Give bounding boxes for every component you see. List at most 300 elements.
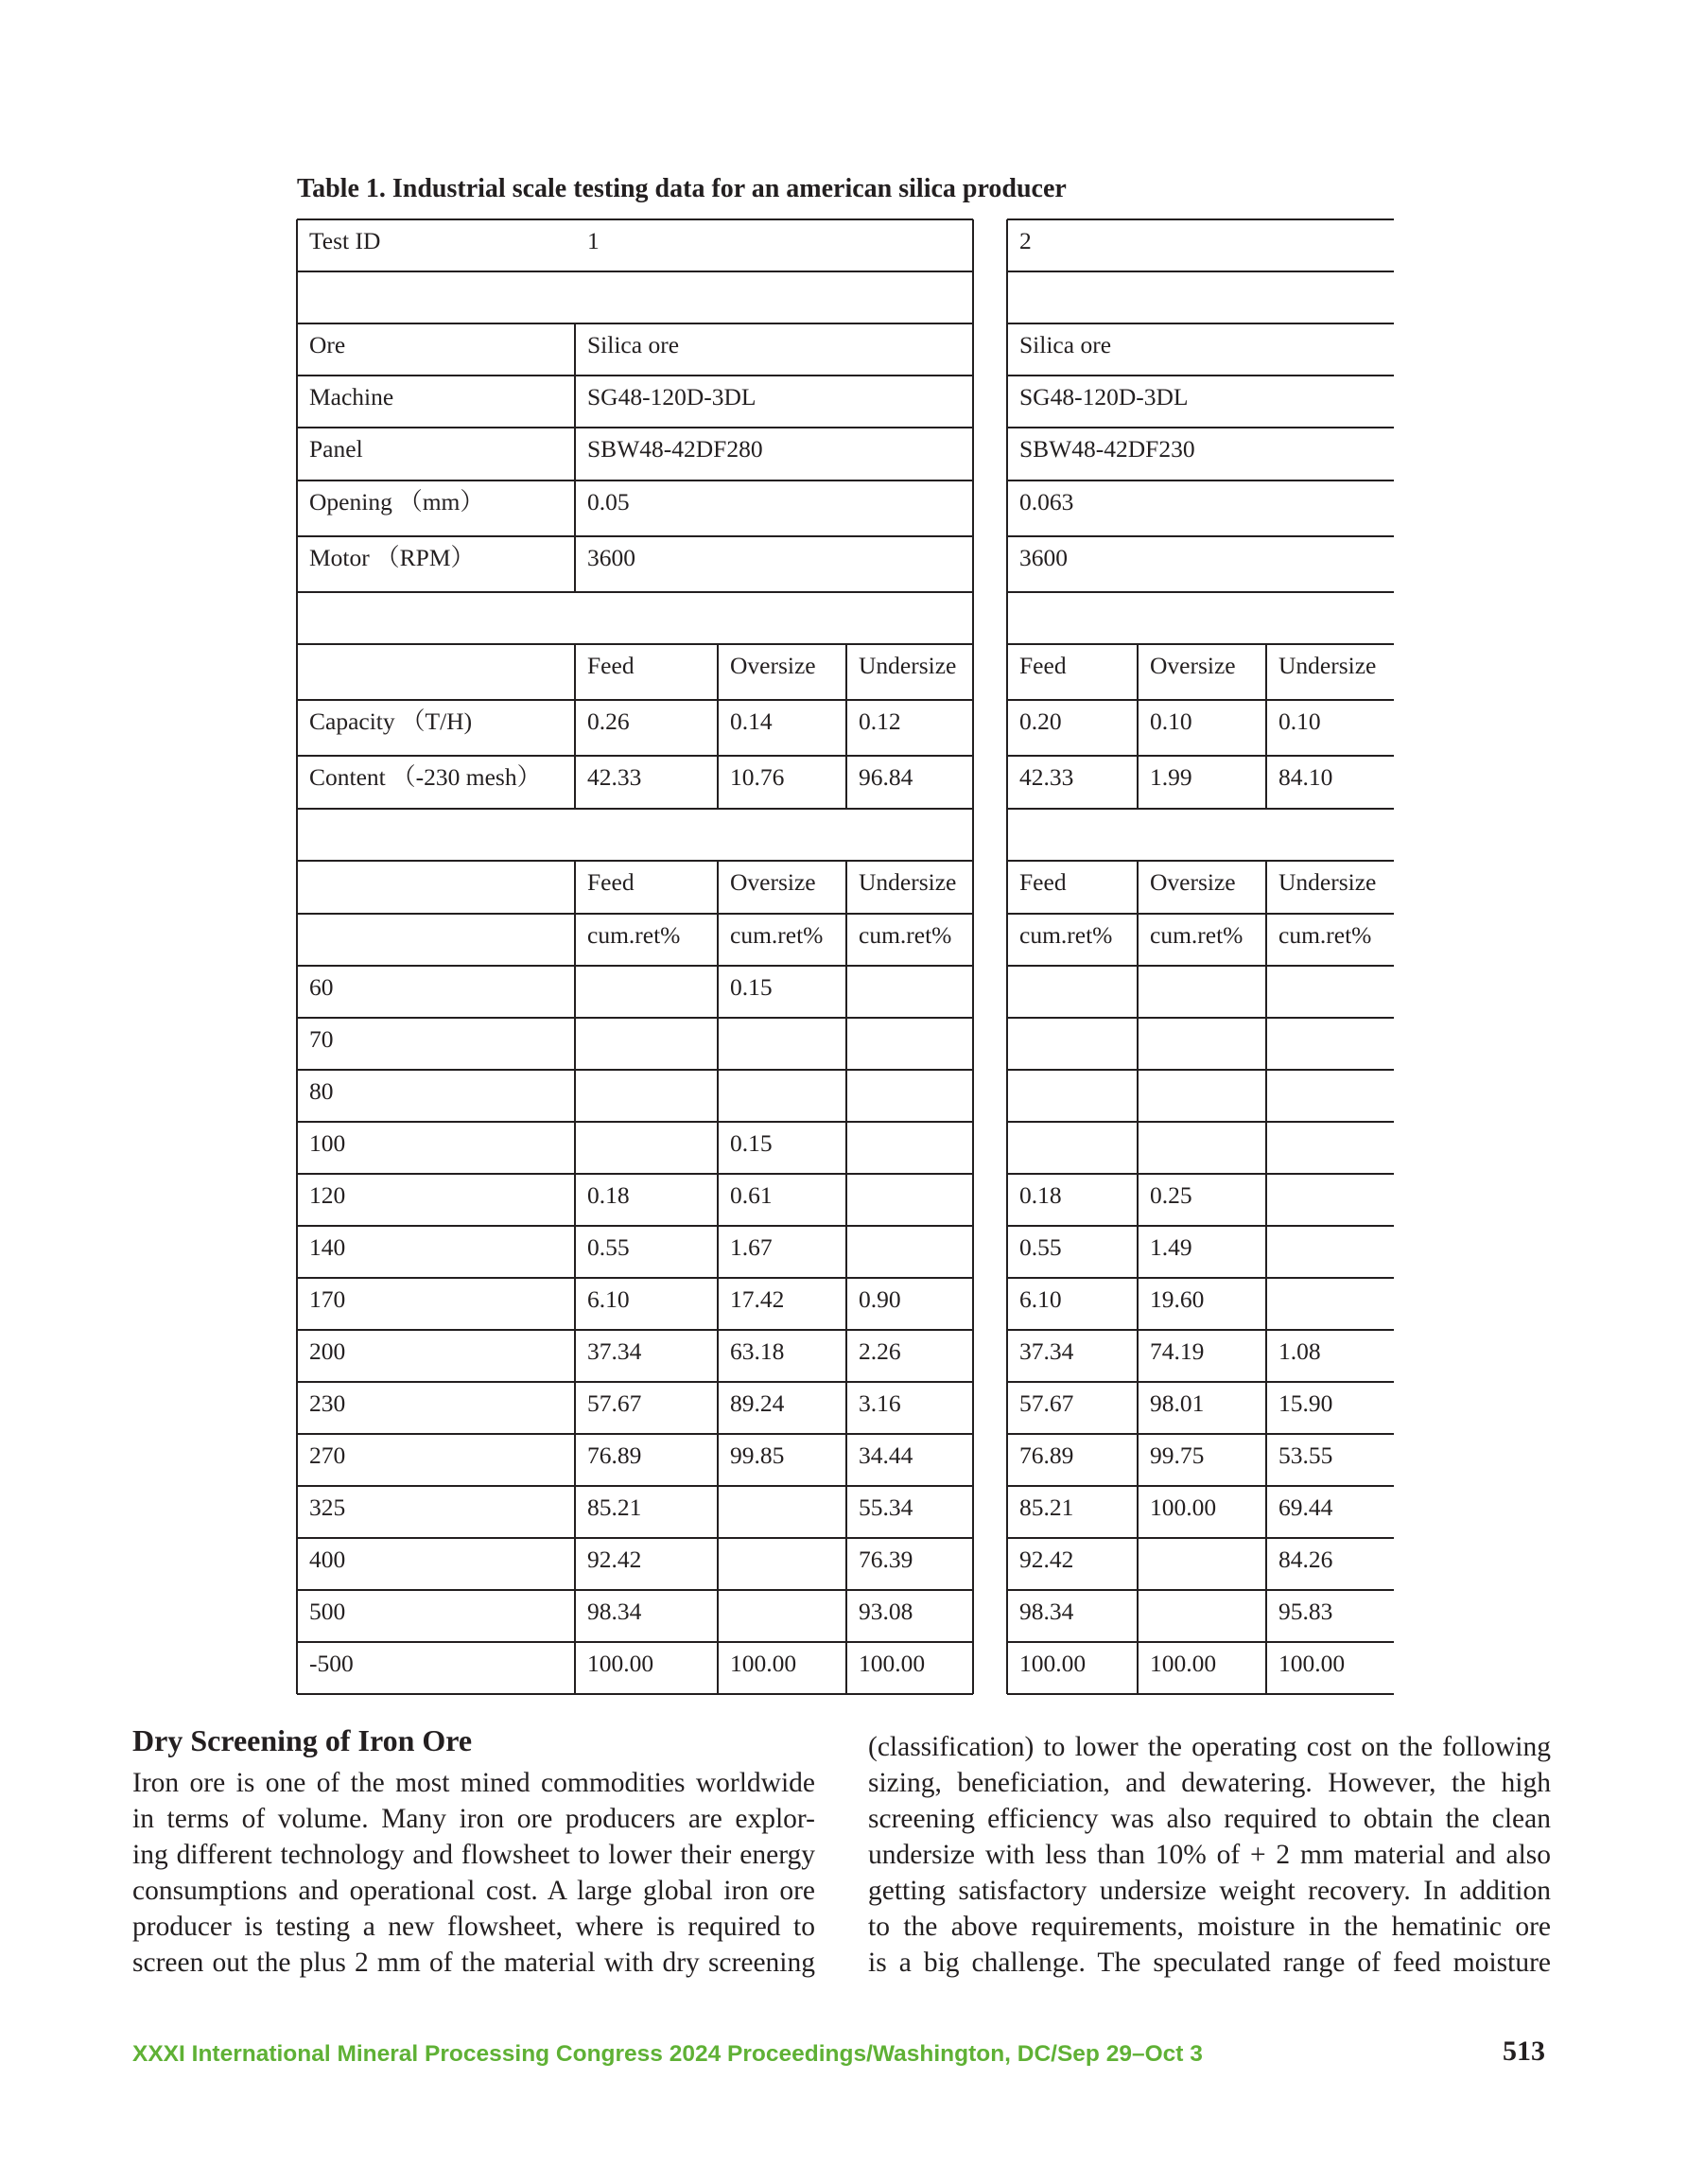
- test1-capacity: 0.12: [859, 708, 901, 735]
- table-rule: [297, 427, 973, 428]
- test1-cumret: 1.67: [730, 1233, 773, 1261]
- table-rule: [297, 808, 973, 810]
- test1-cumret: 85.21: [587, 1494, 642, 1521]
- table-rule: [1007, 271, 1394, 272]
- table-rule: [1006, 1018, 1008, 1070]
- test1-cumret: 76.39: [859, 1546, 913, 1573]
- table-rule: [845, 756, 847, 809]
- section-heading: Dry Screening of Iron Ore: [132, 1723, 473, 1757]
- test-id-1: 1: [587, 227, 600, 254]
- test1-cumret: 76.89: [587, 1441, 642, 1469]
- table-rule: [1006, 1278, 1008, 1330]
- table-rule: [845, 1070, 847, 1122]
- test2-cumret: 0.55: [1019, 1233, 1062, 1261]
- table-rule: [297, 535, 973, 537]
- test2-motor: 3600: [1019, 544, 1068, 571]
- table-rule: [972, 1538, 974, 1590]
- table-rule: [845, 1434, 847, 1486]
- table-rule: [574, 1018, 576, 1070]
- stream-header: Undersize: [1278, 868, 1377, 896]
- mesh-size: 80: [309, 1077, 334, 1105]
- table-rule: [717, 966, 719, 1018]
- table-rule: [1007, 755, 1394, 757]
- table-rule: [1006, 644, 1008, 700]
- table-rule: [1006, 861, 1008, 914]
- test2-capacity: 0.10: [1278, 708, 1321, 735]
- table-rule: [1265, 1122, 1267, 1174]
- stream-header: Feed: [1019, 868, 1067, 896]
- test2-cumret: 0.18: [1019, 1181, 1062, 1209]
- table-rule: [1007, 643, 1394, 645]
- mesh-size: 500: [309, 1598, 346, 1625]
- table-rule: [297, 913, 973, 915]
- table-rule: [1007, 427, 1394, 428]
- page-number: 513: [1503, 2035, 1545, 2067]
- text-line: in terms of volume. Many iron ore producers are explor-: [132, 1804, 815, 1834]
- table-rule: [972, 700, 974, 756]
- table-rule: [1265, 1278, 1267, 1330]
- table-rule: [1006, 1174, 1008, 1226]
- mesh-size: 230: [309, 1389, 346, 1417]
- table-rule: [972, 536, 974, 592]
- table-rule: [972, 1226, 974, 1278]
- table-rule: [1007, 965, 1394, 967]
- test1-cumret: 63.18: [730, 1337, 785, 1365]
- table-rule: [297, 1693, 973, 1695]
- test2-cumret: 57.67: [1019, 1389, 1074, 1417]
- unit-label: cum.ret%: [730, 921, 824, 949]
- table-rule: [297, 1381, 973, 1383]
- test2-capacity: 0.20: [1019, 708, 1062, 735]
- test1-cumret: 57.67: [587, 1389, 642, 1417]
- test1-content: 96.84: [859, 763, 913, 791]
- text-line: sizing, beneficiation, and dewatering. However, the high: [868, 1768, 1551, 1798]
- table-rule: [574, 700, 576, 756]
- table-rule: [845, 1590, 847, 1642]
- table-rule: [574, 644, 576, 700]
- table-rule: [296, 1330, 298, 1382]
- table-caption: Table 1. Industrial scale testing data for an american silica producer: [297, 174, 1067, 203]
- table-rule: [297, 1069, 973, 1071]
- table-rule: [972, 480, 974, 536]
- table-rule: [296, 536, 298, 592]
- table-rule: [972, 1590, 974, 1642]
- test2-cumret: 92.42: [1019, 1546, 1074, 1573]
- table-rule: [574, 536, 576, 592]
- table-rule: [717, 861, 719, 914]
- table-rule: [1137, 1174, 1139, 1226]
- text-line: consumptions and operational cost. A large global iron ore: [132, 1876, 815, 1906]
- test1-ore: Silica ore: [587, 331, 680, 358]
- table-rule: [297, 1589, 973, 1591]
- test2-cumret: 98.01: [1150, 1389, 1205, 1417]
- table-rule: [1007, 1017, 1394, 1019]
- table-rule: [1007, 591, 1394, 593]
- table-rule: [574, 1330, 576, 1382]
- table-rule: [296, 480, 298, 536]
- text-line: (classification) to lower the operating cost on the following: [868, 1732, 1551, 1762]
- table-rule: [1006, 536, 1008, 592]
- test2-cumret: 100.00: [1278, 1650, 1346, 1677]
- test2-cumret: 84.26: [1278, 1546, 1333, 1573]
- test2-panel: SBW48-42DF230: [1019, 435, 1195, 463]
- table-rule: [1007, 860, 1394, 862]
- test1-cumret: 0.18: [587, 1181, 630, 1209]
- table-rule: [1137, 1382, 1139, 1434]
- test1-cumret: 0.90: [859, 1285, 901, 1313]
- test1-motor: 3600: [587, 544, 635, 571]
- table-rule: [1007, 1381, 1394, 1383]
- table-rule: [1265, 644, 1267, 700]
- table-rule: [574, 1538, 576, 1590]
- table-rule: [297, 1537, 973, 1539]
- table-rule: [1006, 1434, 1008, 1486]
- table-rule: [574, 1174, 576, 1226]
- table-rule: [296, 271, 298, 323]
- table-rule: [1007, 1693, 1394, 1695]
- test2-cumret: 15.90: [1278, 1389, 1333, 1417]
- table-rule: [297, 1433, 973, 1435]
- table-rule: [1137, 1642, 1139, 1694]
- test1-cumret: 0.55: [587, 1233, 630, 1261]
- table-rule: [574, 1590, 576, 1642]
- table-rule: [1007, 218, 1394, 220]
- table-rule: [717, 1382, 719, 1434]
- table-rule: [296, 1382, 298, 1434]
- test2-cumret: 19.60: [1150, 1285, 1205, 1313]
- table-rule: [1007, 535, 1394, 537]
- table-rule: [1007, 1225, 1394, 1227]
- table-rule: [717, 1070, 719, 1122]
- row-label-content: Content （-230 mesh）: [309, 763, 542, 791]
- table-rule: [296, 428, 298, 480]
- test1-cumret: 17.42: [730, 1285, 785, 1313]
- stream-header: Oversize: [1150, 868, 1236, 896]
- unit-label: cum.ret%: [1150, 921, 1244, 949]
- table-rule: [574, 756, 576, 809]
- table-rule: [1007, 1537, 1394, 1539]
- text-line: is a big challenge. The speculated range of feed moisture: [868, 1948, 1551, 1978]
- table-rule: [1137, 861, 1139, 914]
- table-rule: [1006, 1538, 1008, 1590]
- table-rule: [297, 1329, 973, 1331]
- table-rule: [1007, 1485, 1394, 1487]
- test1-cumret: 0.61: [730, 1181, 773, 1209]
- row-label-opening: Opening （mm）: [309, 488, 484, 515]
- test2-cumret: 100.00: [1019, 1650, 1087, 1677]
- table-rule: [845, 1330, 847, 1382]
- table-rule: [1265, 966, 1267, 1018]
- table-rule: [1007, 1173, 1394, 1175]
- table-rule: [1007, 1121, 1394, 1123]
- table-rule: [1265, 1226, 1267, 1278]
- table-rule: [574, 1070, 576, 1122]
- table-rule: [1006, 966, 1008, 1018]
- table-rule: [845, 1174, 847, 1226]
- table-rule: [972, 644, 974, 700]
- table-rule: [574, 1278, 576, 1330]
- table-rule: [297, 480, 973, 481]
- table-rule: [1137, 1330, 1139, 1382]
- text-line: getting satisfactory undersize weight recovery. In addition: [868, 1876, 1551, 1906]
- table-rule: [845, 1226, 847, 1278]
- table-rule: [296, 914, 298, 966]
- table-rule: [972, 809, 974, 861]
- table-rule: [972, 376, 974, 428]
- table-rule: [296, 323, 298, 376]
- table-rule: [297, 755, 973, 757]
- test1-cumret: 55.34: [859, 1494, 913, 1521]
- table-rule: [1006, 480, 1008, 536]
- table-rule: [574, 428, 576, 480]
- table-rule: [1265, 1018, 1267, 1070]
- table-rule: [845, 1278, 847, 1330]
- table-rule: [297, 643, 973, 645]
- table-rule: [845, 1538, 847, 1590]
- table-rule: [845, 700, 847, 756]
- table-rule: [717, 1226, 719, 1278]
- test1-cumret: 100.00: [730, 1650, 797, 1677]
- table-rule: [717, 756, 719, 809]
- row-label-machine: Machine: [309, 383, 394, 411]
- table-rule: [845, 861, 847, 914]
- table-rule: [1006, 219, 1008, 271]
- table-rule: [717, 1538, 719, 1590]
- test2-cumret: 95.83: [1278, 1598, 1333, 1625]
- table-rule: [845, 1642, 847, 1694]
- test1-cumret: 100.00: [859, 1650, 926, 1677]
- table-rule: [1006, 809, 1008, 861]
- mesh-size: 270: [309, 1441, 346, 1469]
- table-rule: [717, 1278, 719, 1330]
- test2-cumret: 99.75: [1150, 1441, 1205, 1469]
- unit-label: cum.ret%: [859, 921, 952, 949]
- table-rule: [574, 914, 576, 966]
- table-rule: [1137, 644, 1139, 700]
- row-label-motor: Motor （RPM）: [309, 544, 475, 571]
- test2-cumret: 37.34: [1019, 1337, 1074, 1365]
- table-rule: [972, 861, 974, 914]
- table-rule: [296, 644, 298, 700]
- table-rule: [297, 323, 973, 324]
- table-rule: [1007, 375, 1394, 376]
- table-rule: [972, 323, 974, 376]
- table-rule: [972, 1642, 974, 1694]
- table-rule: [845, 1018, 847, 1070]
- table-rule: [1265, 1642, 1267, 1694]
- table-rule: [717, 1330, 719, 1382]
- test1-cumret: 6.10: [587, 1285, 630, 1313]
- table-rule: [574, 1226, 576, 1278]
- stream-header: Oversize: [730, 652, 816, 679]
- table-rule: [297, 1173, 973, 1175]
- table-rule: [845, 966, 847, 1018]
- table-rule: [1137, 1590, 1139, 1642]
- table-rule: [1007, 808, 1394, 810]
- table-rule: [717, 1642, 719, 1694]
- test1-machine: SG48-120D-3DL: [587, 383, 757, 411]
- text-line: to the above requirements, moisture in the hematinic ore: [868, 1912, 1551, 1942]
- footer-text: XXXI International Mineral Processing Congress 2024 Proceedings/Washington, DC/Sep 29–Oct 3: [132, 2041, 1203, 2067]
- test2-cumret: 1.49: [1150, 1233, 1192, 1261]
- table-rule: [1007, 1641, 1394, 1643]
- test2-opening: 0.063: [1019, 488, 1074, 515]
- table-rule: [1006, 1590, 1008, 1642]
- table-rule: [1006, 1486, 1008, 1538]
- table-rule: [574, 323, 576, 376]
- table-rule: [296, 809, 298, 861]
- table-rule: [297, 965, 973, 967]
- unit-label: cum.ret%: [1278, 921, 1372, 949]
- table-rule: [972, 1278, 974, 1330]
- test1-cumret: 92.42: [587, 1546, 642, 1573]
- table-rule: [574, 1382, 576, 1434]
- text-line: screen out the plus 2 mm of the material with dry screening: [132, 1948, 815, 1978]
- mesh-size: 400: [309, 1546, 346, 1573]
- table-rule: [1007, 480, 1394, 481]
- test2-cumret: 0.25: [1150, 1181, 1192, 1209]
- table-rule: [1006, 376, 1008, 428]
- table-rule: [297, 1017, 973, 1019]
- table-rule: [1265, 1434, 1267, 1486]
- unit-label: cum.ret%: [1019, 921, 1113, 949]
- text-line: ing different technology and flowsheet to lower their energy: [132, 1840, 815, 1870]
- table-rule: [717, 1486, 719, 1538]
- test2-ore: Silica ore: [1019, 331, 1112, 358]
- table-rule: [717, 1174, 719, 1226]
- table-rule: [1007, 1277, 1394, 1279]
- stream-header: Feed: [1019, 652, 1067, 679]
- table-rule: [1265, 756, 1267, 809]
- table-rule: [1006, 271, 1008, 323]
- table-rule: [1265, 914, 1267, 966]
- table-rule: [1137, 1018, 1139, 1070]
- table-rule: [972, 592, 974, 644]
- test1-cumret: 100.00: [587, 1650, 654, 1677]
- test2-cumret: 69.44: [1278, 1494, 1333, 1521]
- table-rule: [296, 700, 298, 756]
- table-rule: [297, 271, 973, 272]
- stream-header: Undersize: [859, 868, 957, 896]
- table-rule: [972, 1122, 974, 1174]
- test1-capacity: 0.26: [587, 708, 630, 735]
- table-rule: [296, 966, 298, 1018]
- table-rule: [1006, 323, 1008, 376]
- table-rule: [1007, 699, 1394, 701]
- test2-cumret: 100.00: [1150, 1650, 1217, 1677]
- table-rule: [1265, 1330, 1267, 1382]
- table-rule: [972, 1382, 974, 1434]
- test2-capacity: 0.10: [1150, 708, 1192, 735]
- table-rule: [1006, 1382, 1008, 1434]
- row-label-ore: Ore: [309, 331, 346, 358]
- table-rule: [574, 1434, 576, 1486]
- table-rule: [1265, 861, 1267, 914]
- table-rule: [297, 1277, 973, 1279]
- table-rule: [1137, 1434, 1139, 1486]
- text-line: producer is testing a new flowsheet, where is required to: [132, 1912, 815, 1942]
- table-rule: [1137, 966, 1139, 1018]
- table-rule: [1265, 1538, 1267, 1590]
- test1-opening: 0.05: [587, 488, 630, 515]
- table-rule: [296, 1642, 298, 1694]
- table-rule: [1007, 1069, 1394, 1071]
- table-rule: [296, 1434, 298, 1486]
- table-rule: [297, 699, 973, 701]
- test1-cumret: 0.15: [730, 973, 773, 1001]
- stream-header: Feed: [587, 868, 635, 896]
- table-rule: [296, 592, 298, 644]
- table-rule: [972, 1434, 974, 1486]
- table-rule: [574, 1642, 576, 1694]
- table-rule: [1007, 1433, 1394, 1435]
- table-rule: [1006, 756, 1008, 809]
- mesh-size: 140: [309, 1233, 346, 1261]
- mesh-size: 60: [309, 973, 334, 1001]
- table-rule: [1006, 1330, 1008, 1382]
- test1-cumret: 98.34: [587, 1598, 642, 1625]
- test2-cumret: 53.55: [1278, 1441, 1333, 1469]
- mesh-size: -500: [309, 1650, 354, 1677]
- table-rule: [296, 1018, 298, 1070]
- table-rule: [972, 1486, 974, 1538]
- table-rule: [1006, 1642, 1008, 1694]
- table-rule: [1137, 1486, 1139, 1538]
- table-rule: [717, 700, 719, 756]
- test-id-label: Test ID: [309, 227, 381, 254]
- table-rule: [717, 914, 719, 966]
- table-rule: [297, 1225, 973, 1227]
- table-rule: [1137, 1538, 1139, 1590]
- table-rule: [717, 1122, 719, 1174]
- test1-cumret: 37.34: [587, 1337, 642, 1365]
- table-rule: [296, 1538, 298, 1590]
- table-rule: [845, 1382, 847, 1434]
- test1-cumret: 89.24: [730, 1389, 785, 1417]
- table-rule: [297, 1485, 973, 1487]
- table-rule: [297, 1641, 973, 1643]
- table-rule: [1007, 913, 1394, 915]
- table-rule: [296, 756, 298, 809]
- table-rule: [717, 1590, 719, 1642]
- table-rule: [1137, 1226, 1139, 1278]
- test1-capacity: 0.14: [730, 708, 773, 735]
- table-rule: [845, 1122, 847, 1174]
- table-rule: [972, 756, 974, 809]
- table-rule: [296, 861, 298, 914]
- unit-label: cum.ret%: [587, 921, 681, 949]
- test1-cumret: 93.08: [859, 1598, 913, 1625]
- test2-cumret: 76.89: [1019, 1441, 1074, 1469]
- mesh-size: 120: [309, 1181, 346, 1209]
- table-rule: [1007, 1329, 1394, 1331]
- table-rule: [972, 1330, 974, 1382]
- table-rule: [297, 860, 973, 862]
- table-rule: [1006, 1226, 1008, 1278]
- test1-cumret: 99.85: [730, 1441, 785, 1469]
- right-column-text: [868, 1729, 1551, 1981]
- test2-cumret: 6.10: [1019, 1285, 1062, 1313]
- test2-cumret: 74.19: [1150, 1337, 1205, 1365]
- table-rule: [845, 644, 847, 700]
- table-rule: [296, 1486, 298, 1538]
- table-rule: [574, 1486, 576, 1538]
- table-rule: [1006, 1070, 1008, 1122]
- text-line: undersize with less than 10% of + 2 mm material and also: [868, 1840, 1551, 1870]
- mesh-size: 200: [309, 1337, 346, 1365]
- test2-content: 1.99: [1150, 763, 1192, 791]
- table-rule: [1137, 756, 1139, 809]
